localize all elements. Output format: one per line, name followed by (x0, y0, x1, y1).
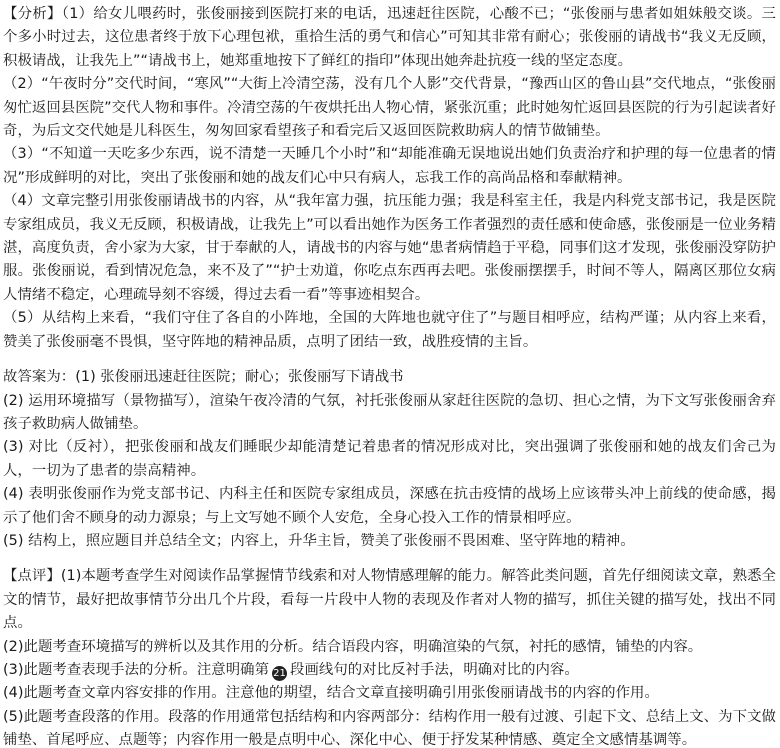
comment-paragraph-2: (2)此题考查环境描写的辨析以及其作用的分析。结合语段内容，明确渲染的气氛，衬托的感情，铺垫的内容。 (3, 638, 703, 655)
analysis-section (3, 3, 776, 354)
comment-paragraph-3 (3, 659, 776, 682)
answer-paragraph-2: (2) 运用环境描写（景物描写），渲染午夜冷清的气氛，衬托张俊丽从家赶往医院的急切、担心之情，为下文写张俊丽舍弃孩子救助病人做铺垫。 (3, 392, 776, 432)
comment-paragraph-3-end: 段画线句的对比反衬手法，明确对比的内容。 (290, 661, 579, 678)
comment-paragraph-4: (4)此题考查文章内容安排的作用。注意他的期望，结合文章直接明确引用张俊丽请战书的内容的作用。 (3, 685, 659, 702)
analysis-paragraph-2: （2）“午夜时分”交代时间，“寒风”“大街上冷清空荡，没有几个人影”交代背景，“豫西山区的鲁山县”交代地点，“张俊丽匆忙返回县医院”交代人物和事件。冷清空荡的午夜烘托出人物心情，紧张沉重；此时她匆忙返回县医院的行为引起读者好奇，为后文交代她是儿科医生，匆匆回家看望孩子和看完后又返回医院救助病人的情节做铺垫。 (3, 76, 776, 140)
answer-section (3, 366, 776, 553)
comment-paragraph-1: 【点评】(1)本题考查学生对阅读作品掌握情节线索和对人物情感理解的能力。解答此类问题，首先仔细阅读文章，熟悉全文的情节，最好把故事情节分出几个片段，看每一片段中人物的表现及作者对人物的描写，抓住关键的描写处，找出不同点。 (3, 568, 776, 632)
answer-paragraph-3: (3) 对比（反衬），把张俊丽和战友们睡眠少却能清楚记着患者的情况形成对比，突出强调了张俊丽和她的战友们舍己为人，一切为了患者的崇高精神。 (3, 439, 776, 479)
paragraph-number-badge: 21 (273, 667, 286, 679)
analysis-paragraph-3: （3）“不知道一天吃多少东西，说不清楚一天睡几个小时”和“却能准确无误地说出她们负责治疗和护理的每一位患者的情况”形成鲜明的对比，突出了张俊丽和她的战友们心中只有病人，忘我工作的高尚品格和奉献精神。 (3, 146, 776, 186)
section-gap (3, 354, 776, 366)
analysis-paragraph-1: 【分析】（1）给女儿喂药时，张俊丽接到医院打来的电话，迅速赶往医院，心酸不已；“张俊丽与患者如姐妹般交谈。三个多小时过去，这位患者终于放下心理包袱，重拾生活的勇气和信心”可知其非常有耐心；张俊丽的请战书“我义无反顾，积极请战，让我先上”“请战书上，她郑重地按下了鲜红的指印”体现出她奔赴抗疫一线的坚定态度。 (3, 6, 776, 69)
answer-paragraph-1: 故答案为：(1) 张俊丽迅速赶往医院；耐心；张俊丽写下请战书 (3, 369, 404, 386)
section-gap (3, 553, 776, 565)
comment-paragraph-3-start: (3)此题考查表现手法的分析。注意明确第 (3, 661, 270, 678)
answer-paragraph-5: (5) 结构上，照应题目并总结全文；内容上，升华主旨，赞美了张俊丽不畏困难、坚守阵地的精神。 (3, 532, 635, 549)
answer-paragraph-4: (4) 表明张俊丽作为党支部书记、内科主任和医院专家组成员，深感在抗击疫情的战场上应该带头冲上前线的使命感，揭示了他们舍不顾身的动力源泉；与上文写她不顾个人安危，全身心投入工作的情景相呼应。 (3, 486, 776, 526)
analysis-paragraph-4: （4）文章完整引用张俊丽请战书的内容，从“我年富力强，抗压能力强；我是科室主任，我是内科党支部书记，我是医院专家组成员，我义无反顾，积极请战，让我先上”可以看出她作为医务工作者强烈的责任感和使命感，张俊丽是一位业务精湛，高度负责，舍小家为大家，甘于奉献的人，请战书的内容与她“患者病情趋于平稳，同事们这才发现，张俊丽没穿防护服。张俊丽说，看到情况危急，来不及了”“护士劝道，你吃点东西再去吧。张俊丽摆摆手，时间不等人，隔离区那位女病人情绪不稳定，心理疏导刻不容缓，得过去看一看”等事迹相契合。 (3, 193, 776, 303)
comment-paragraph-5: (5)此题考查段落的作用。段落的作用通常包括结构和内容两部分：结构作用一般有过渡、引起下文、总结上文、为下文做铺垫、首尾呼应、点题等；内容作用一般是点明中心、深化中心、便于抒发某种情感、奠定全文感情基调等。 (3, 708, 776, 748)
analysis-paragraph-5: （5）从结构上来看，“我们守住了各自的小阵地，全国的大阵地也就守住了”与题目相呼应，结构严谨；从内容上来看，赞美了张俊丽毫不畏惧，坚守阵地的精神品质，点明了团结一致，战胜疫情的主旨。 (3, 310, 776, 350)
comment-section (3, 565, 776, 748)
